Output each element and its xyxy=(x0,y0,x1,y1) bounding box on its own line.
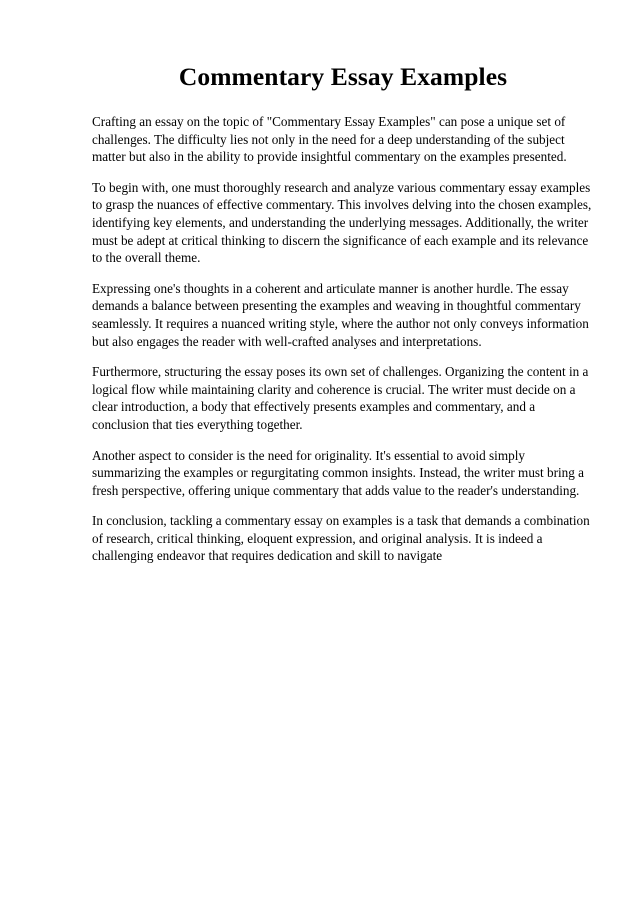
paragraph-6: In conclusion, tackling a commentary essay on examples is a task that demands a combination of research, critical thinking, eloquent expression, and original analysis. It is indeed a challenging endeavor that requires dedication and skill to navigate xyxy=(92,513,590,564)
paragraph-1: Crafting an essay on the topic of "Commentary Essay Examples" can pose a unique set of challenges. The difficulty lies not only in the need for a deep understanding of the subject matter but also in the ability to provide insightful commentary on the examples presented. xyxy=(92,114,567,165)
paragraph-4: Furthermore, structuring the essay poses its own set of challenges. Organizing the content in a logical flow while maintaining clarity and coherence is crucial. The writer must decide on a clear introduction, a body that effectively presents examples and commentary, and a conclusion that ties everything together. xyxy=(92,364,589,432)
paragraph-5: Another aspect to consider is the need for originality. It's essential to avoid simply summarizing the examples or regurgitating common insights. Instead, the writer must bring a fresh perspective, offering unique commentary that adds value to the reader's understanding. xyxy=(92,447,584,498)
paragraph-2: To begin with, one must thoroughly research and analyze various commentary essay examples to grasp the nuances of effective commentary. This involves delving into the chosen examples, identifying key elements, and understanding the underlying messages. Additionally, the writer must be adept at critical thinking to discern the significance of each example and its relevance to the overall theme. xyxy=(92,179,592,266)
paragraph-3: Expressing one's thoughts in a coherent and articulate manner is another hurdle. The essay demands a balance between presenting the examples and weaving in thoughtful commentary seamlessly. It requires a nuanced writing style, where the author not only conveys information but also engages the reader with well-crafted analyses and interpretations. xyxy=(92,280,589,349)
document-title: Commentary Essay Examples xyxy=(178,62,508,91)
